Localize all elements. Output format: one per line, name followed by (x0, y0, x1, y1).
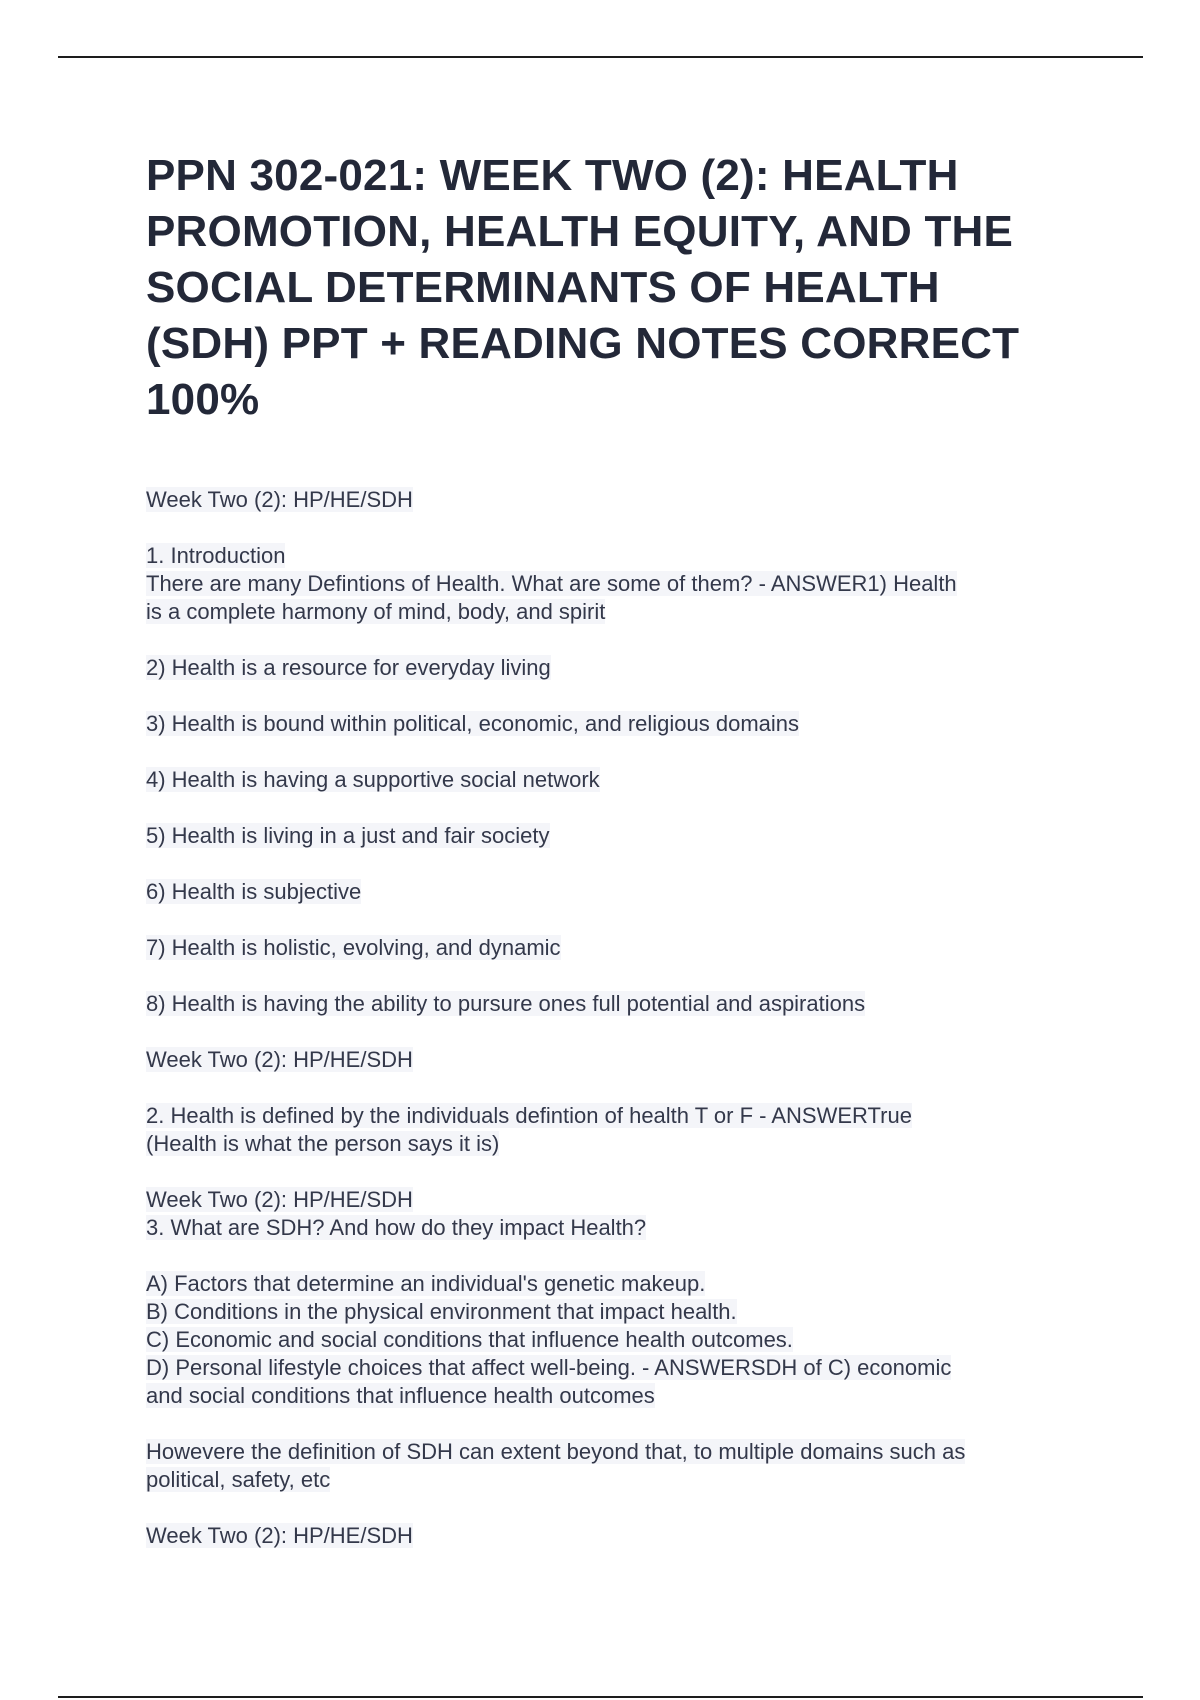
text-line (146, 542, 1066, 570)
text-line-content: Week Two (2): HP/HE/SDH (146, 1047, 413, 1072)
text-line-content: 2) Health is a resource for everyday living (146, 655, 551, 680)
text-line (146, 878, 1066, 906)
text-line-content: B) Conditions in the physical environment that impact health. (146, 1299, 737, 1324)
text-line-content: 1. Introduction (146, 543, 286, 568)
paragraph-gap (146, 1018, 1066, 1046)
text-line-content: 3) Health is bound within political, economic, and religious domains (146, 711, 800, 736)
text-line (146, 1326, 1066, 1354)
text-line (146, 1438, 1066, 1466)
text-line-content: Week Two (2): HP/HE/SDH (146, 1523, 413, 1548)
text-line-content: 8) Health is having the ability to pursure ones full potential and aspirations (146, 991, 866, 1016)
text-line (146, 1270, 1066, 1298)
text-line-content: 6) Health is subjective (146, 879, 362, 904)
text-line-content: political, safety, etc (146, 1467, 331, 1492)
text-line (146, 710, 1066, 738)
text-line-content: A) Factors that determine an individual's genetic makeup. (146, 1271, 706, 1296)
paragraph-gap (146, 906, 1066, 934)
text-line-content: and social conditions that influence health outcomes (146, 1383, 655, 1408)
text-line (146, 654, 1066, 682)
text-line (146, 934, 1066, 962)
paragraph-gap (146, 682, 1066, 710)
text-line (146, 1298, 1066, 1326)
paragraph-gap (146, 1410, 1066, 1438)
text-line-content: C) Economic and social conditions that influence health outcomes. (146, 1327, 793, 1352)
bottom-rule (58, 1696, 1143, 1698)
paragraph-gap (146, 738, 1066, 766)
paragraph-gap (146, 1158, 1066, 1186)
paragraph-gap (146, 794, 1066, 822)
text-line (146, 1214, 1066, 1242)
paragraph-gap (146, 514, 1066, 542)
text-line-content: Week Two (2): HP/HE/SDH (146, 1187, 413, 1212)
text-line-content: 2. Health is defined by the individuals defintion of health T or F - ANSWERTrue (146, 1103, 912, 1128)
text-line-content: (Health is what the person says it is) (146, 1131, 500, 1156)
paragraph-gap (146, 626, 1066, 654)
text-line-content: There are many Defintions of Health. What are some of them? - ANSWER1) Health (146, 571, 957, 596)
document-page (146, 148, 1066, 1550)
text-line (146, 486, 1066, 514)
document-title: PPN 302-021: WEEK TWO (2): HEALTH PROMOTION, HEALTH EQUITY, AND THE SOCIAL DETERMINANTS OF HEALTH (SDH) PPT + READING NOTES CORRECT 100% (146, 151, 1020, 424)
text-line (146, 598, 1066, 626)
paragraph-gap (146, 1074, 1066, 1102)
text-line (146, 1522, 1066, 1550)
text-line (146, 990, 1066, 1018)
text-line-content: 4) Health is having a supportive social network (146, 767, 600, 792)
text-line (146, 1046, 1066, 1074)
text-line-content: is a complete harmony of mind, body, and spirit (146, 599, 606, 624)
paragraph-gap (146, 850, 1066, 878)
text-line-content: Week Two (2): HP/HE/SDH (146, 487, 413, 512)
paragraph-gap (146, 1494, 1066, 1522)
text-line (146, 1382, 1066, 1410)
text-line (146, 766, 1066, 794)
text-line-content: 3. What are SDH? And how do they impact Health? (146, 1215, 647, 1240)
text-line (146, 1130, 1066, 1158)
paragraph-gap (146, 1242, 1066, 1270)
text-line (146, 1102, 1066, 1130)
top-rule (58, 56, 1143, 58)
text-line-content: Howevere the definition of SDH can extent beyond that, to multiple domains such as (146, 1439, 966, 1464)
paragraph-gap (146, 962, 1066, 990)
text-line (146, 822, 1066, 850)
text-line (146, 570, 1066, 598)
text-line (146, 1466, 1066, 1494)
text-line (146, 1354, 1066, 1382)
text-line-content: D) Personal lifestyle choices that affect well-being. - ANSWERSDH of C) economic (146, 1355, 952, 1380)
text-line (146, 1186, 1066, 1214)
text-line-content: 5) Health is living in a just and fair society (146, 823, 550, 848)
document-body (146, 486, 1066, 1550)
text-line-content: 7) Health is holistic, evolving, and dynamic (146, 935, 561, 960)
